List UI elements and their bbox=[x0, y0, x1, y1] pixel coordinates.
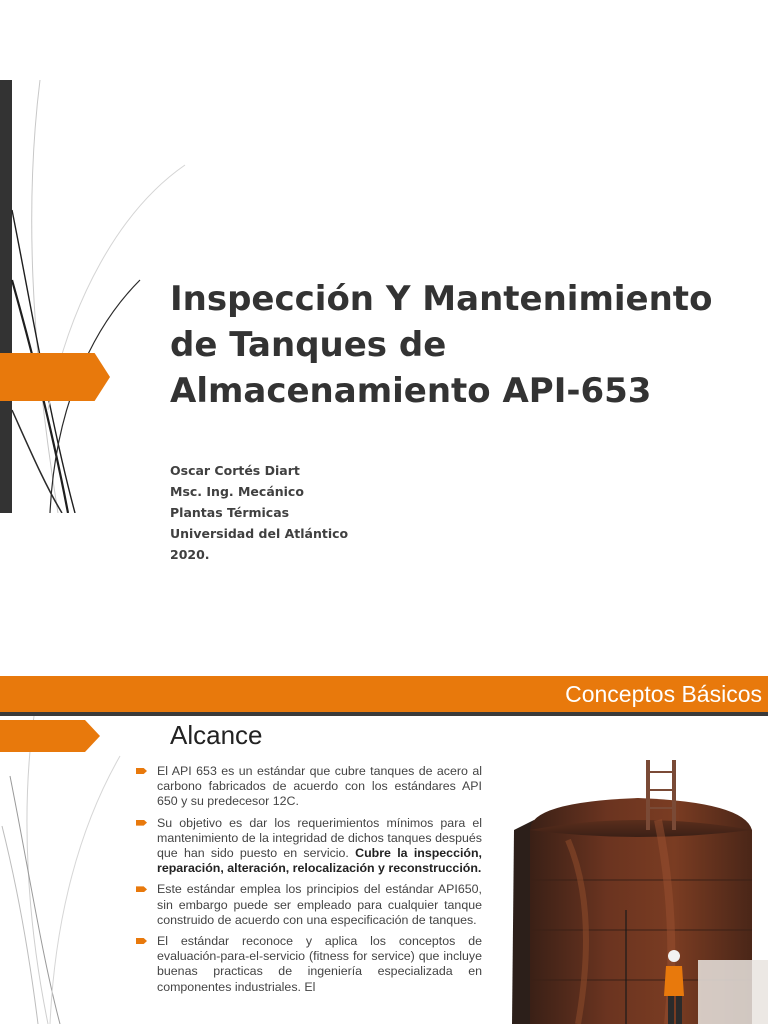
list-item bbox=[136, 882, 482, 928]
author-block bbox=[170, 460, 348, 565]
section-banner bbox=[0, 676, 768, 716]
arrow-bullet-icon bbox=[136, 886, 147, 892]
bullet-text: Su objetivo es dar los requerimientos mínimos para el mantenimiento de la integridad de dichos tanques después que han sido puesto en servicio. bbox=[157, 815, 482, 861]
title-line: de Tanques de bbox=[170, 325, 447, 365]
bullet-text: El estándar reconoce y aplica los conceptos de evaluación-para-el-servicio (fitness for service) que incluye buenas practicas de ingeniería especializada en componentes industriales. El bbox=[157, 934, 482, 994]
banner-title: Conceptos Básicos bbox=[565, 681, 762, 707]
author-course: Plantas Térmicas bbox=[170, 505, 290, 520]
author-degree: Msc. Ing. Mecánico bbox=[170, 484, 304, 499]
list-item bbox=[136, 934, 482, 995]
title-line: Inspección Y Mantenimiento bbox=[170, 279, 713, 319]
author-university: Universidad del Atlántico bbox=[170, 526, 349, 541]
list-item bbox=[136, 816, 482, 877]
title-line: Almacenamiento API-653 bbox=[170, 371, 652, 411]
arrow-bullet-icon bbox=[136, 820, 147, 826]
arrow-bullet-icon bbox=[136, 768, 147, 774]
bullet-text: El API 653 es un estándar que cubre tanques de acero al carbono fabricados de acuerdo con los estándares API 650 y su predecesor 12C. bbox=[157, 764, 482, 809]
list-item bbox=[136, 764, 482, 810]
orange-arrow-shape bbox=[0, 720, 100, 752]
arrow-bullet-icon bbox=[136, 938, 147, 944]
bullet-list bbox=[136, 764, 482, 1001]
bullet-text: Este estándar emplea los principios del estándar API650, sin embargo puede ser empleado para cualquier tanque construido de acuerdo con una especificación de tanques. bbox=[157, 882, 482, 927]
section-heading: Alcance bbox=[170, 720, 263, 750]
slide-title bbox=[170, 276, 730, 414]
decorative-curves bbox=[0, 716, 140, 1024]
author-name: Oscar Cortés Diart bbox=[170, 463, 300, 478]
storage-tank-photo bbox=[508, 760, 768, 1024]
author-year: 2020. bbox=[170, 547, 210, 562]
title-slide bbox=[0, 80, 768, 562]
content-slide bbox=[0, 676, 768, 1024]
bullet-bold-text: Cubre la inspección, reparación, alteración, relocalización y reconstrucción. bbox=[157, 846, 482, 876]
orange-arrow-shape bbox=[0, 353, 110, 401]
